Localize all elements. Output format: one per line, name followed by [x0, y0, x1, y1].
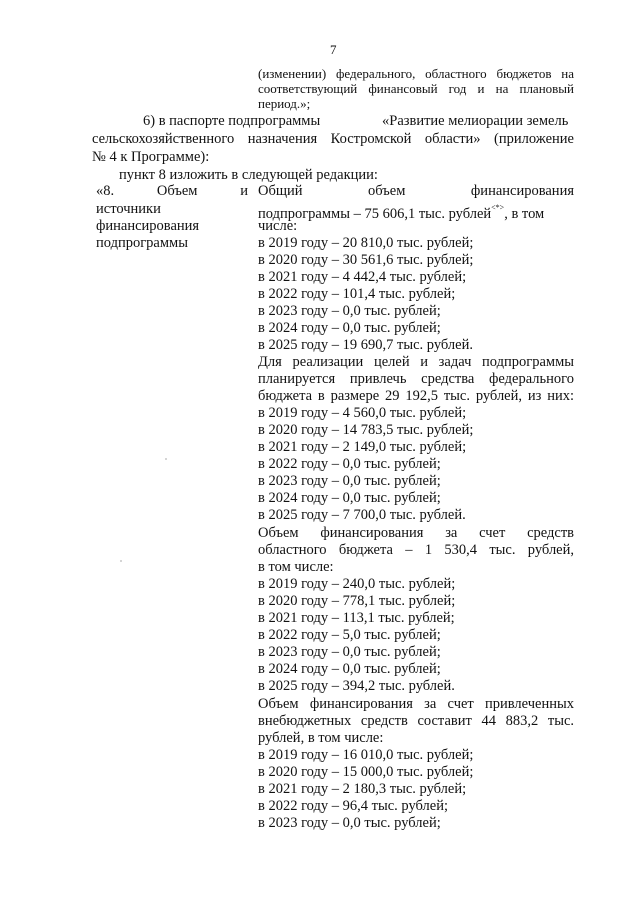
row-label: источники: [96, 201, 161, 217]
page-number: 7: [330, 42, 337, 57]
item6-line1-left: 6) в паспорте подпрограммы: [143, 113, 321, 129]
total-line: Общий объем финансирования: [258, 183, 574, 199]
year-line: в 2020 году – 30 561,6 тыс. рублей;: [258, 252, 474, 268]
year-line: в 2019 году – 4 560,0 тыс. рублей;: [258, 405, 467, 421]
year-line: в 2022 году – 0,0 тыс. рублей;: [258, 456, 441, 472]
year-line: в 2019 году – 240,0 тыс. рублей;: [258, 576, 456, 592]
year-line: в 2025 году – 394,2 тыс. рублей.: [258, 678, 455, 694]
intro-line: период.»;: [258, 96, 311, 111]
year-line: в 2025 году – 19 690,7 тыс. рублей.: [258, 337, 473, 353]
year-line: в 2020 году – 15 000,0 тыс. рублей;: [258, 764, 474, 780]
year-line: в 2021 году – 2 149,0 тыс. рублей;: [258, 439, 467, 455]
year-line: в 2022 году – 5,0 тыс. рублей;: [258, 627, 441, 643]
year-line: в 2022 году – 96,4 тыс. рублей;: [258, 798, 449, 814]
year-line: в 2025 году – 7 700,0 тыс. рублей.: [258, 507, 466, 523]
extra-line: Объем финансирования за счет привлеченных: [258, 696, 574, 712]
year-line: в 2024 году – 0,0 тыс. рублей;: [258, 661, 441, 677]
federal-line: планируется привлечь средства федерального: [258, 371, 574, 387]
total-line: [258, 201, 544, 223]
year-line: в 2024 году – 0,0 тыс. рублей;: [258, 320, 441, 336]
footnote-mark: <*>: [491, 203, 505, 212]
total-line: числе:: [258, 218, 298, 234]
item6-line2: сельскохозяйственного назначения Костромской области» (приложение: [92, 131, 574, 147]
regional-line: в том числе:: [258, 559, 334, 575]
year-line: в 2021 году – 2 180,3 тыс. рублей;: [258, 781, 467, 797]
year-line: в 2023 году – 0,0 тыс. рублей;: [258, 303, 441, 319]
regional-line: областного бюджета – 1 530,4 тыс. рублей,: [258, 542, 574, 558]
row-label: финансирования: [96, 218, 200, 234]
regional-line: Объем финансирования за счет средств: [258, 525, 574, 541]
year-line: в 2021 году – 4 442,4 тыс. рублей;: [258, 269, 467, 285]
extra-line: рублей, в том числе:: [258, 730, 384, 746]
row-label: подпрограммы: [96, 235, 188, 251]
year-line: в 2023 году – 0,0 тыс. рублей;: [258, 473, 441, 489]
year-line: в 2023 году – 0,0 тыс. рублей;: [258, 644, 441, 660]
total-amount: подпрограммы – 75 606,1 тыс. рублей: [258, 205, 492, 222]
intro-line: (изменении) федерального, областного бюджетов на: [258, 66, 574, 81]
item6-line3: № 4 к Программе):: [92, 149, 210, 165]
year-line: в 2021 году – 113,1 тыс. рублей;: [258, 610, 455, 626]
row-label: «8. Объем и: [96, 183, 248, 199]
year-line: в 2023 году – 0,0 тыс. рублей;: [258, 815, 441, 831]
year-line: в 2024 году – 0,0 тыс. рублей;: [258, 490, 441, 506]
item6-line1-right: «Развитие мелиорации земель: [382, 113, 569, 129]
item6-line4: пункт 8 изложить в следующей редакции:: [119, 167, 378, 183]
federal-line: Для реализации целей и задач подпрограммы: [258, 354, 574, 370]
extra-line: внебюджетных средств составит 44 883,2 тыс.: [258, 713, 574, 729]
scan-speck: [165, 458, 167, 460]
federal-line: бюджета в размере 29 192,5 тыс. рублей, из них:: [258, 388, 574, 404]
year-line: в 2019 году – 20 810,0 тыс. рублей;: [258, 235, 474, 251]
year-line: в 2022 году – 101,4 тыс. рублей;: [258, 286, 456, 302]
intro-line: соответствующий финансовый год и на плановый: [258, 81, 574, 96]
year-line: в 2020 году – 778,1 тыс. рублей;: [258, 593, 456, 609]
year-line: в 2020 году – 14 783,5 тыс. рублей;: [258, 422, 474, 438]
total-amount-tail: , в том: [504, 205, 545, 222]
scan-speck: [120, 560, 122, 562]
year-line: в 2019 году – 16 010,0 тыс. рублей;: [258, 747, 474, 763]
